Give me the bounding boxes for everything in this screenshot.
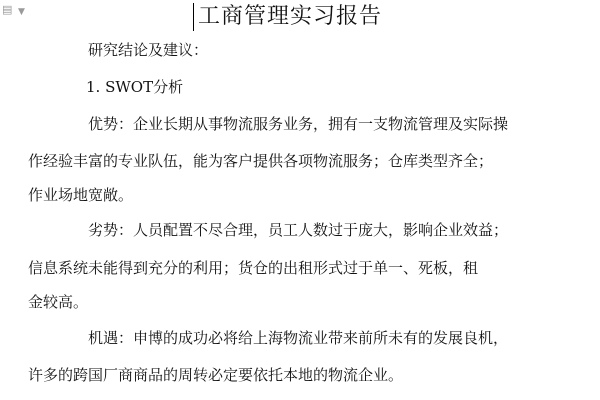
opportunities-line-2: 许多的跨国厂商商品的周转必定要依托本地的物流企业。: [28, 366, 404, 384]
document-corner-marks: [0, 0, 40, 24]
weaknesses-line-2: 信息系统未能得到充分的利用；货仓的出租形式过于单一、死板，租: [28, 259, 479, 277]
report-title: 工商管理实习报告: [198, 4, 383, 29]
section-heading: 研究结论及建议：: [88, 41, 209, 59]
document-icon: ▤: [2, 3, 13, 16]
opportunities-line-1: 机遇：申博的成功必将给上海物流业带来前所未有的发展良机，: [88, 329, 509, 347]
text-cursor: [193, 3, 194, 31]
weaknesses-line-3: 金较高。: [28, 293, 89, 311]
strengths-line-2: 作经验丰富的专业队伍，能为客户提供各项物流服务；仓库类型齐全；: [28, 152, 494, 170]
strengths-line-1: 优势：企业长期从事物流服务业务，拥有一支物流管理及实际操: [88, 115, 509, 133]
dropdown-arrow-icon[interactable]: ▼: [18, 7, 25, 17]
swot-heading: 1. SWOT分析: [86, 78, 184, 96]
strengths-line-3: 作业场地宽敞。: [28, 186, 134, 204]
weaknesses-line-1: 劣势：人员配置不尽合理，员工人数过于庞大，影响企业效益；: [88, 221, 509, 239]
